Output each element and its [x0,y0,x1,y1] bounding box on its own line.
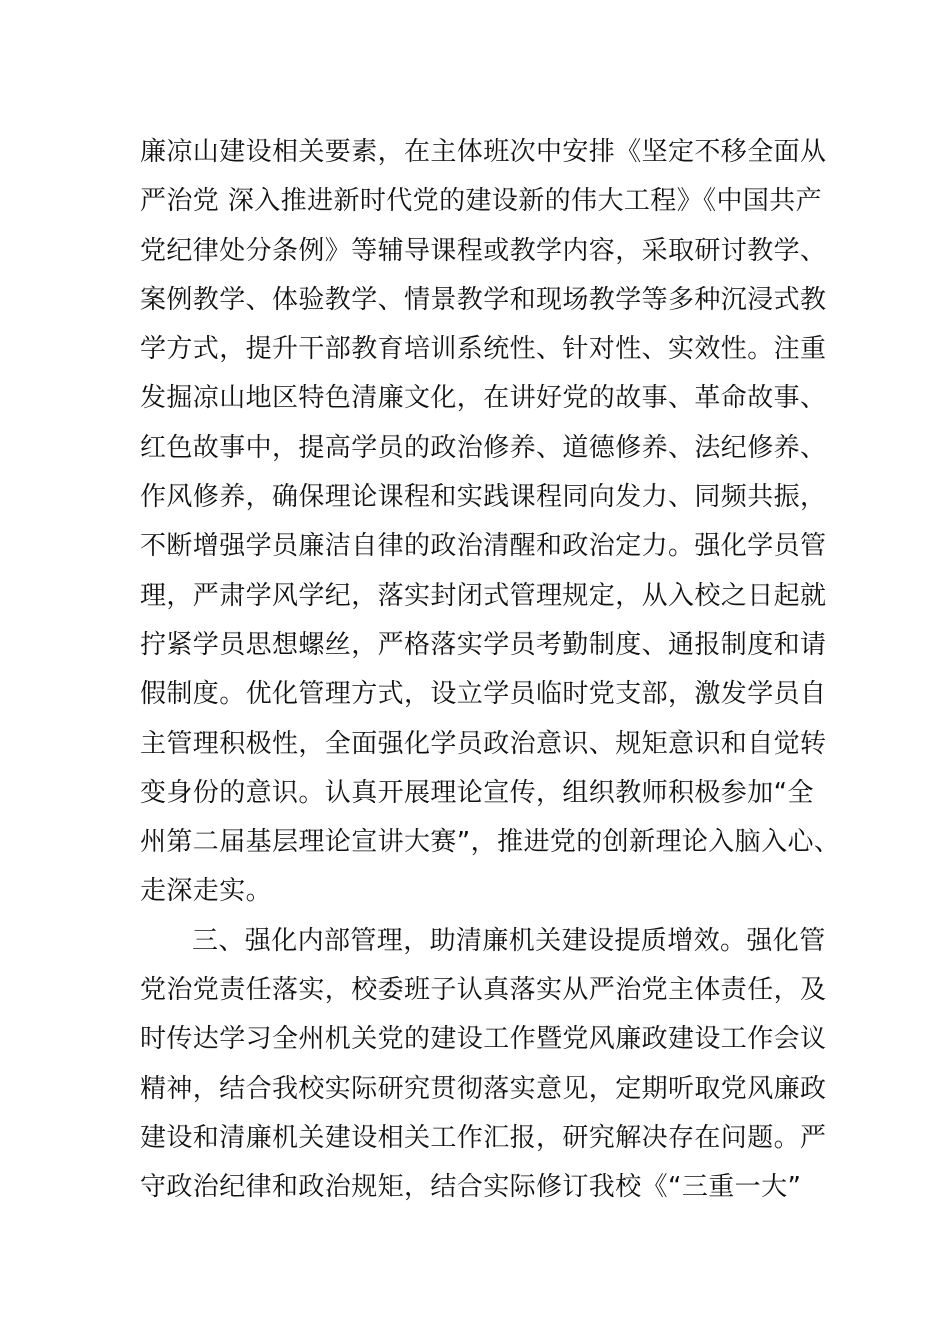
text-line: 作风修养，确保理论课程和实践课程同向发力、同频共振， [140,482,827,513]
text-line: 守政治纪律和政治规矩，结合实际修订我校《“三重一大” [140,1172,802,1203]
text-line: 时传达学习全州机关党的建设工作暨党风廉政建设工作会议 [140,1024,827,1055]
text-line: 拧紧学员思想螺丝，严格落实学员考勤制度、通报制度和请 [140,629,827,660]
text-line: 发掘凉山地区特色清廉文化，在讲好党的故事、革命故事、 [140,383,827,414]
text-line: 红色故事中，提高学员的政治修养、道德修养、法纪修养、 [140,432,827,463]
text-line: 严治党 深入推进新时代党的建设新的伟大工程》《中国共产 [140,186,823,217]
text-line: 走深走实。 [140,876,273,907]
text-line: 理，严肃学风学纪，落实封闭式管理规定，从入校之日起就 [140,580,827,611]
document-body [140,128,840,1213]
text-line: 州第二届基层理论宣讲大赛”，推进党的创新理论入脑入心、 [140,827,841,858]
text-line: 假制度。优化管理方式，设立学员临时党支部，激发学员自 [140,679,827,710]
text-line: 案例教学、体验教学、情景教学和现场教学等多种沉浸式教 [140,284,827,315]
text-line: 学方式，提升干部教育培训系统性、针对性、实效性。注重 [140,334,827,365]
text-line: 主管理积极性，全面强化学员政治意识、规矩意识和自觉转 [140,728,827,759]
text-line: 建设和清廉机关建设相关工作汇报，研究解决存在问题。严 [140,1122,827,1153]
text-line: 精神，结合我校实际研究贯彻落实意见，定期听取党风廉政 [140,1073,827,1104]
text-line: 廉凉山建设相关要素，在主体班次中安排《坚定不移全面从 [140,137,827,167]
section-heading-line: 三、强化内部管理，助清廉机关建设提质增效。强化管 [192,925,826,956]
text-line: 变身份的意识。认真开展理论宣传，组织教师积极参加“全 [140,777,814,808]
text-line: 党纪律处分条例》等辅导课程或教学内容，采取研讨教学、 [140,235,827,266]
text-line: 不断增强学员廉洁自律的政治清醒和政治定力。强化学员管 [140,531,827,562]
text-line: 党治党责任落实，校委班子认真落实从严治党主体责任，及 [140,975,827,1006]
